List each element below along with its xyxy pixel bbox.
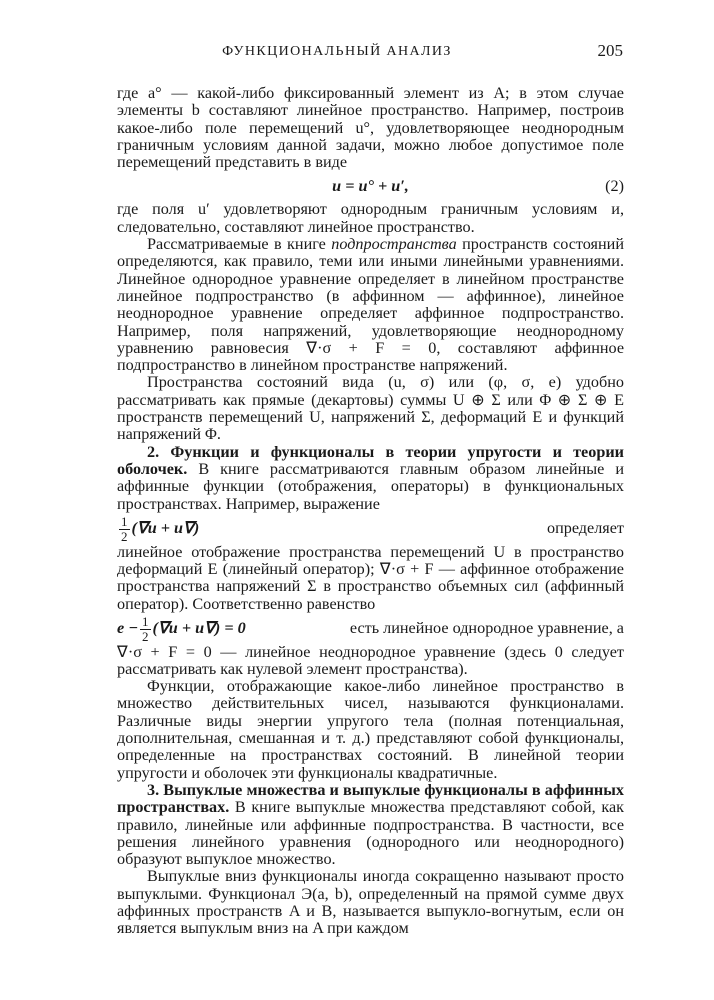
page-body: [117, 85, 624, 938]
section-2-continued: линейное отображение пространства перемещений U в пространство деформаций E (линейный оператор); ∇·σ + F — аффинное отображение пространства напряжений Σ в пространство объемных сил (аффинный оператор). Соответственно равенство: [117, 542, 624, 613]
section-2-text: В книге рассматриваются главным образом линейные и аффинные функции (отображения, операторы) в функциональных пространствах. Например, выражение: [117, 459, 624, 513]
expression-line-2: [117, 613, 624, 644]
expression-2-start: e −: [117, 618, 139, 637]
expression-line-2-text: есть линейное однородное уравнение, а: [349, 619, 624, 638]
expression-line-1: [117, 513, 624, 544]
fraction-2-denominator: 2: [142, 628, 149, 644]
paragraph-3-start: Рассматриваемые в книге: [147, 235, 332, 254]
paragraph-3: [117, 236, 624, 374]
section-2-heading: 2. Функции и функционалы в теории упругости и теории оболочек.: [117, 442, 624, 478]
paragraph-2: где поля u′ удовлетворяют однородным граничным условиям и, следовательно, составляют линейное пространство.: [117, 200, 624, 236]
formula-2-expression: u = u° + u′,: [332, 177, 409, 196]
section-3: [117, 782, 624, 868]
fraction-2-numerator: 1: [142, 613, 149, 629]
section-3-heading: 3. Выпуклые множества и выпуклые функционалы в аффинных пространствах.: [117, 780, 624, 817]
page-number: 205: [597, 41, 623, 60]
expression-2: [117, 613, 246, 644]
paragraph-3-end: пространств состояний определяются, как правило, теми или иными линейными уравнениями. Линейное однородное уравнение определяет в линейном пространстве линейное подпространство (в аффинном — аффинное), линейное неоднородное уравнение определяет аффинное подпространство. Например, поля напряжений, удовлетворяющие неоднородному уравнению равновесия ∇·σ + F = 0, составляют аффинное подпространство в линейном пространстве напряжений.: [117, 235, 624, 375]
formula-2-number: (2): [605, 177, 624, 196]
expression-line-1-end: определяет: [546, 519, 624, 538]
fraction-1: [119, 515, 130, 544]
expression-2-end: (∇u + u∇) = 0: [152, 618, 246, 637]
running-header: ФУНКЦИОНАЛЬНЫЙ АНАЛИЗ: [222, 44, 452, 59]
paragraph-6: Выпуклые вниз функционалы иногда сокращенно называют просто выпуклыми. Функционал Э(a, b), определенный на прямой сумме двух аффинных пространств A и B, называется выпукло-вогнутым, если он является выпуклым вниз на A при каждом: [117, 867, 624, 938]
section-2-end: ∇·σ + F = 0 — линейное неоднородное уравнение (здесь 0 следует рассматривать как нулевой элемент пространства).: [117, 642, 624, 678]
expression-line-1-lead: [117, 513, 199, 544]
section-2: [117, 444, 624, 513]
paragraph-1: где a° — какой-либо фиксированный элемент из A; в этом случае элементы b составляют линейное пространство. Например, построив какое-либо поле перемещений u°, удовлетворяющее неоднородным граничным условиям данной задачи, можно любое допустимое поле перемещений представить в виде: [117, 84, 624, 172]
fraction-2: [140, 615, 151, 644]
paragraph-5: Функции, отображающие какое-либо линейное пространство в множество действительных чисел, называются функционалами. Различные виды энергии упругого тела (полная потенциальная, дополнительная, смешанная и т. д.) представляют собой функционалы, определенные на пространствах состояний. В линейной теории упругости и оболочек эти функционалы квадратичные.: [117, 677, 624, 782]
paragraph-3-emphasis: подпространства: [331, 235, 457, 254]
formula-2: [117, 173, 624, 199]
fraction-1-numerator: 1: [121, 513, 128, 529]
expression-1: (∇u + u∇): [131, 518, 200, 537]
fraction-1-denominator: 2: [121, 528, 128, 544]
section-3-text: В книге выпуклые множества представляют собой, как правило, линейные или аффинные подпространства. В частности, все решения линейного уравнения (однородного или неоднородного) образуют выпуклое множество.: [117, 798, 624, 869]
paragraph-4: Пространства состояний вида (u, σ) или (φ, σ, e) удобно рассматривать как прямые (декартовы) суммы U ⊕ Σ или Φ ⊕ Σ ⊕ E пространств перемещений U, напряжений Σ, деформаций E и функций напряжений Φ.: [117, 373, 624, 444]
